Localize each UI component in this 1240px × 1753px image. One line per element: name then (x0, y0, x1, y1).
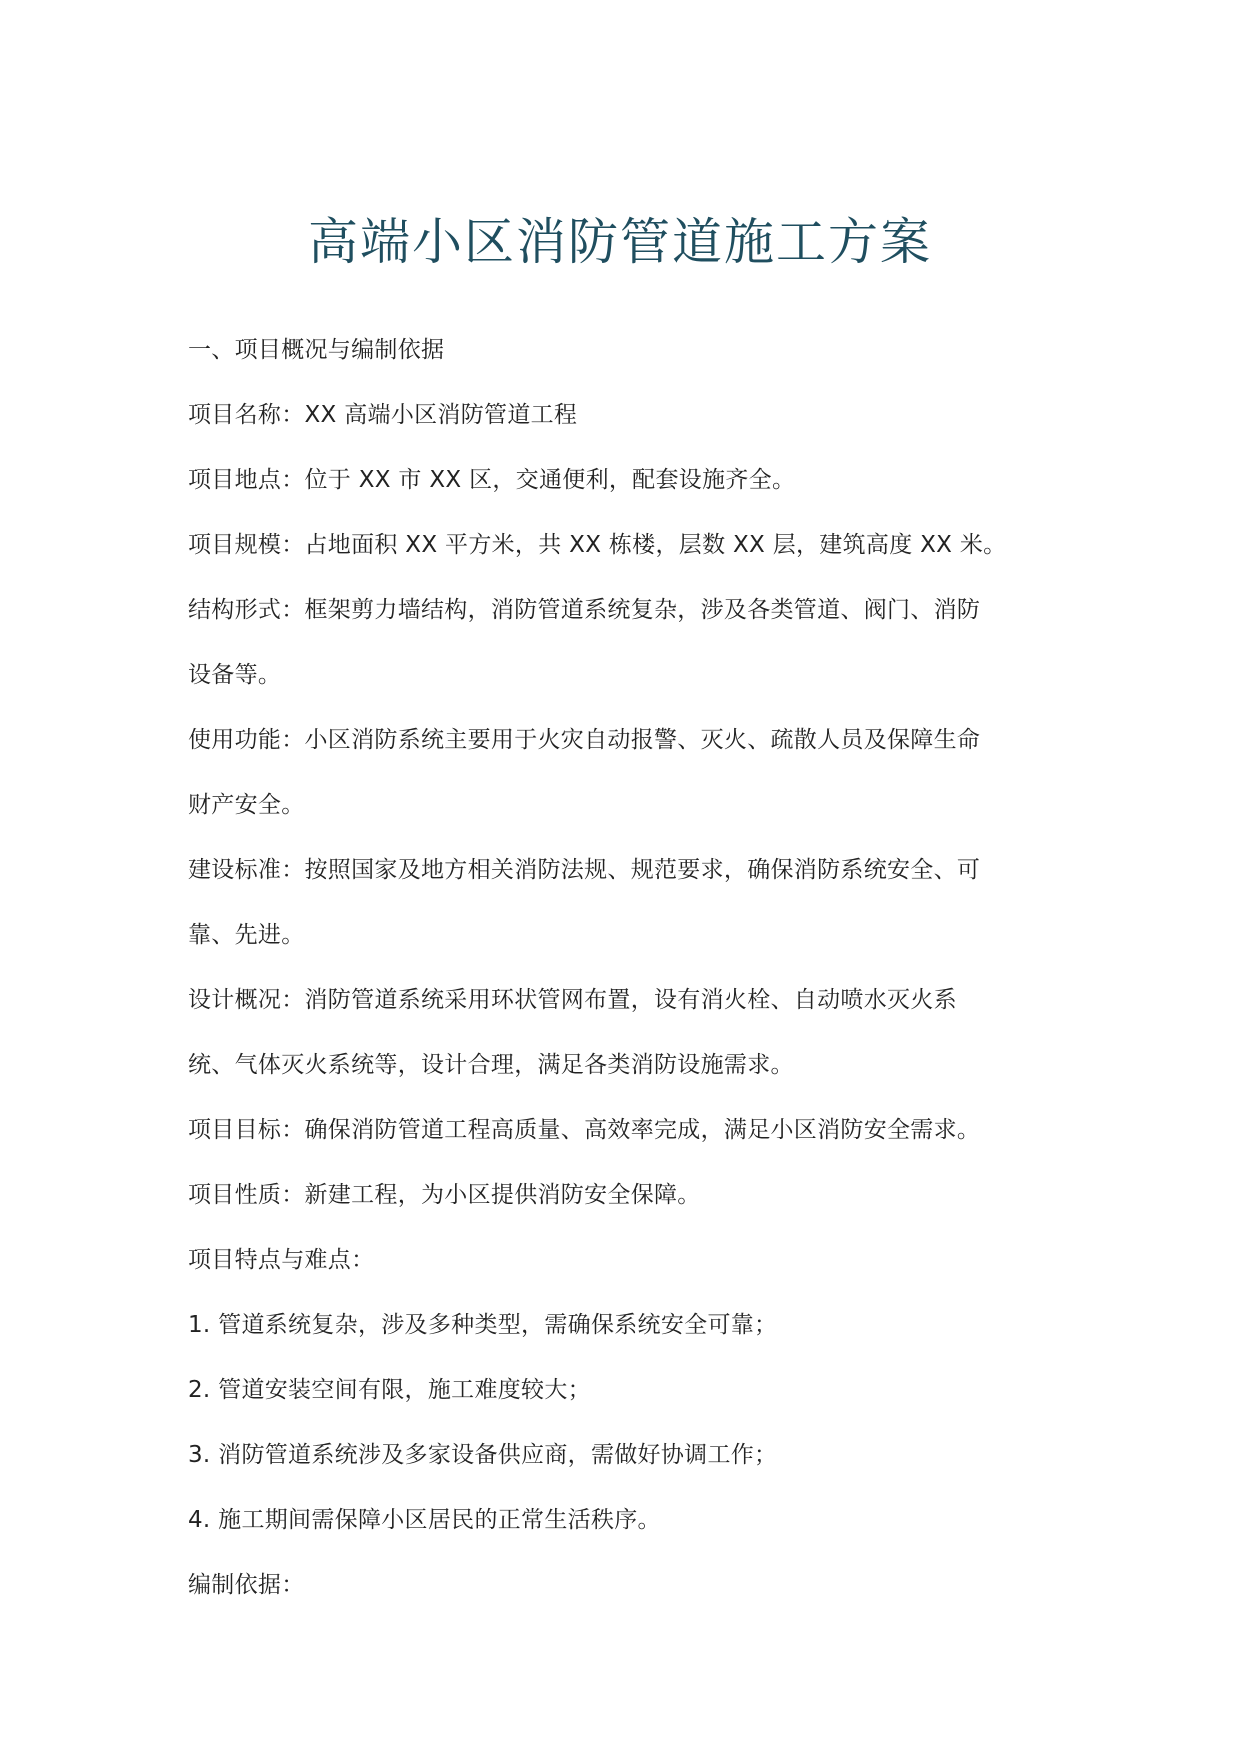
list-item: 4. 施工期间需保障小区居民的正常生活秩序。 (188, 1507, 661, 1533)
paragraph-usage-function-cont: 财产安全。 (188, 792, 305, 818)
paragraph-usage-function: 使用功能：小区消防系统主要用于火灾自动报警、灭火、疏散人员及保障生命 (188, 727, 981, 753)
paragraph-construction-standard: 建设标准：按照国家及地方相关消防法规、规范要求，确保消防系统安全、可 (188, 857, 981, 883)
paragraph-basis-heading: 编制依据： (188, 1572, 305, 1598)
document-body (188, 318, 1068, 1618)
paragraph-project-location: 项目地点：位于 XX 市 XX 区，交通便利，配套设施齐全。 (188, 467, 796, 493)
paragraph-design-overview-cont: 统、气体灭火系统等，设计合理，满足各类消防设施需求。 (188, 1052, 794, 1078)
document-title: 高端小区消防管道施工方案 (308, 213, 932, 271)
paragraph-structure-form: 结构形式：框架剪力墙结构，消防管道系统复杂，涉及各类管道、阀门、消防 (188, 597, 981, 623)
list-item: 1. 管道系统复杂，涉及多种类型，需确保系统安全可靠； (188, 1312, 778, 1338)
paragraph-project-name: 项目名称：XX 高端小区消防管道工程 (188, 402, 578, 428)
section-heading: 一、项目概况与编制依据 (188, 337, 445, 363)
paragraph-project-scale: 项目规模：占地面积 XX 平方米，共 XX 栋楼，层数 XX 层，建筑高度 XX 米。 (188, 532, 1007, 558)
paragraph-project-nature: 项目性质：新建工程，为小区提供消防安全保障。 (188, 1182, 701, 1208)
paragraph-structure-form-cont: 设备等。 (188, 662, 282, 688)
paragraph-design-overview: 设计概况：消防管道系统采用环状管网布置，设有消火栓、自动喷水灭火系 (188, 987, 957, 1013)
paragraph-features-heading: 项目特点与难点： (188, 1247, 375, 1273)
paragraph-construction-standard-cont: 靠、先进。 (188, 922, 305, 948)
list-item: 2. 管道安装空间有限，施工难度较大； (188, 1377, 591, 1403)
paragraph-project-goal: 项目目标：确保消防管道工程高质量、高效率完成，满足小区消防安全需求。 (188, 1117, 981, 1143)
list-item: 3. 消防管道系统涉及多家设备供应商，需做好协调工作； (188, 1442, 778, 1468)
